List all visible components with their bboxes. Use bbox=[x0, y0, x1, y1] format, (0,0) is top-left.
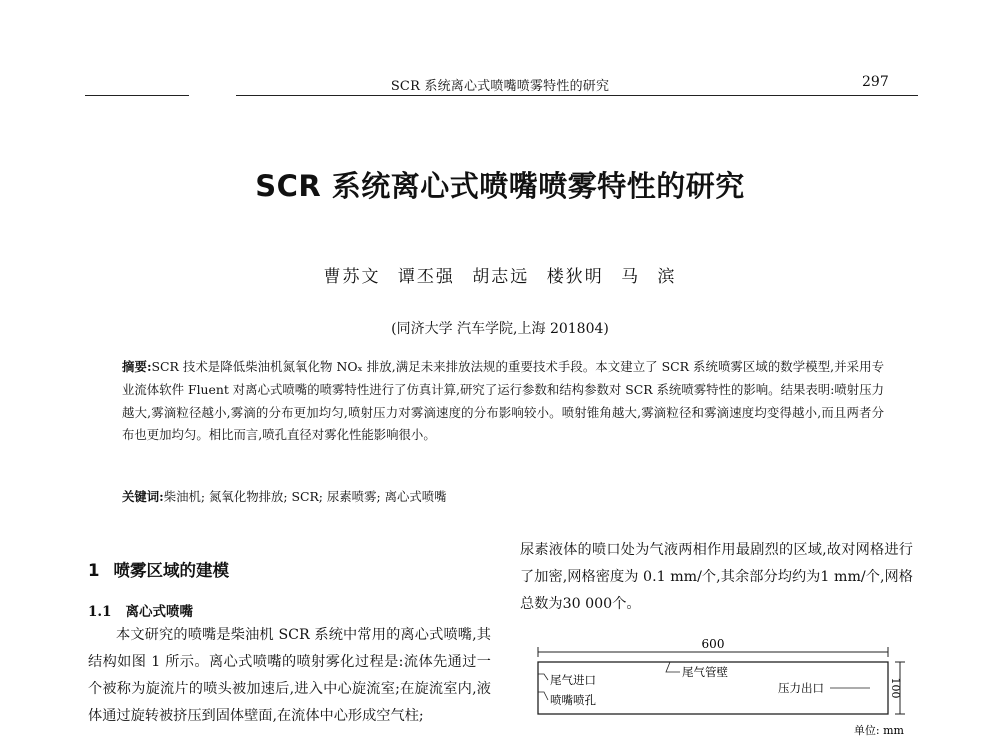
section-title: 喷雾区域的建模 bbox=[113, 561, 229, 580]
keywords bbox=[122, 487, 884, 507]
keywords-text: 柴油机; 氮氧化物排放; SCR; 尿素喷雾; 离心式喷嘴 bbox=[163, 489, 447, 504]
figure-unit: 单位: mm bbox=[853, 724, 904, 737]
page-number: 297 bbox=[862, 74, 889, 90]
label-exhaust-wall: 尾气管壁 bbox=[682, 665, 728, 679]
section-number: 1 bbox=[88, 561, 100, 580]
figure-diagram bbox=[520, 630, 920, 750]
subsection-title: 离心式喷嘴 bbox=[125, 604, 193, 620]
subsection-number: 1.1 bbox=[88, 604, 112, 620]
subsection-heading bbox=[88, 600, 193, 620]
abstract-label: 摘要: bbox=[122, 359, 152, 374]
right-column-body bbox=[520, 537, 913, 618]
abstract bbox=[122, 356, 884, 447]
left-column-body bbox=[88, 622, 491, 730]
height-dimension-label: 100 bbox=[889, 677, 902, 699]
label-exhaust-inlet: 尾气进口 bbox=[550, 673, 596, 687]
length-dimension-label: 600 bbox=[701, 637, 725, 651]
abstract-text: SCR 技术是降低柴油机氮氧化物 NOₓ 排放,满足未来排放法规的重要技术手段。本文建立了 SCR 系统喷雾区域的数学模型,并采用专业流体软件 Fluent 对离心式喷嘴的喷雾特性进行了仿真计算,研究了运行参数和结构参数对 SCR 系统喷雾特性的影响。结果表明:喷射压力越大,雾滴粒径越小,雾滴的分布更加均匀,喷射压力对雾滴速度的分布影响较小。喷射锥角越大,雾滴粒径和雾滴速度均变得越小,而且两者分布也更加均匀。相比而言,喷孔直径对雾化性能影响很小。 bbox=[122, 359, 885, 443]
header-rule-right bbox=[236, 95, 918, 96]
figure-1 bbox=[520, 630, 920, 750]
running-header-title: SCR 系统离心式喷嘴喷雾特性的研究 bbox=[390, 79, 610, 94]
section-heading bbox=[88, 557, 229, 581]
keywords-label: 关键词: bbox=[122, 489, 164, 504]
label-pressure-outlet: 压力出口 bbox=[778, 681, 824, 695]
affiliation: (同济大学 汽车学院,上海 201804) bbox=[391, 321, 609, 337]
authors: 曹苏文 谭丕强 胡志远 楼狄明 马 滨 bbox=[323, 267, 677, 287]
label-nozzle-orifice: 喷嘴喷孔 bbox=[550, 693, 596, 707]
paper-title: SCR 系统离心式喷嘴喷雾特性的研究 bbox=[255, 169, 745, 203]
header-rule-left bbox=[85, 95, 189, 96]
left-paragraph: 本文研究的喷嘴是柴油机 SCR 系统中常用的离心式喷嘴,其结构如图 1 所示。离心式喷嘴的喷射雾化过程是:流体先通过一个被称为旋流片的喷头被加速后,进入中心旋流室;在旋流室内,液体通过旋转被挤压到固体壁面,在流体中心形成空气柱; bbox=[88, 627, 491, 724]
right-paragraph: 尿素液体的喷口处为气液两相作用最剧烈的区域,故对网格进行了加密,网格密度为 0.1 mm/个,其余部分均约为1 mm/个,网格总数为30 000个。 bbox=[520, 542, 913, 612]
